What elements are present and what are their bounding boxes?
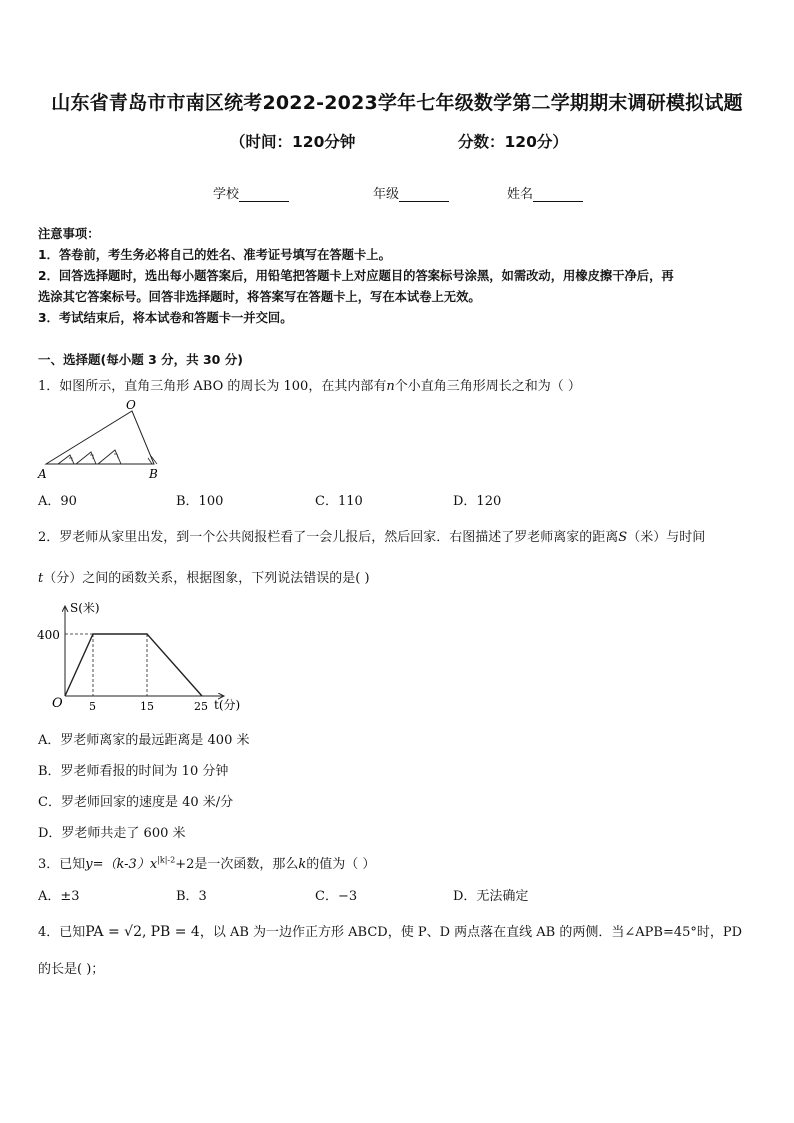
q2-var-t: t [38,571,44,586]
q3-exponent: |k|-2 [157,855,176,865]
question-4-stem-line1 [38,921,742,940]
q4-pa: PA = √2, [85,924,147,940]
q1-stem-b: 个小直角三角形周长之和为（ ） [394,379,581,394]
q2-text-c: （分）之间的函数关系，根据图象，下列说法错误的是( ) [43,571,370,586]
school-label: 学校 [213,187,240,202]
grade-label: 年级 [373,187,400,202]
x-tick-5: 5 [89,700,96,713]
grade-blank [399,189,449,202]
q1-label-b: B [149,467,158,481]
q2-option-d: D．罗老师共走了 600 米 [38,826,186,841]
q4-pb: PB = 4 [150,924,200,940]
notice-item: 3．考试结束后，将本试卷和答题卡一并交回。 [38,311,293,325]
origin-label: O [52,696,63,711]
q1-triangle-figure [36,398,166,482]
x-tick-25: 25 [194,700,208,713]
q1-var-n: n [386,379,395,394]
y-axis-label: S(米) [70,601,100,615]
q1-option-a: A．90 [38,494,77,509]
q3-var-k: k [298,857,307,872]
q3-stem-b: 是一次函数，那么 [194,857,299,872]
school-blank [239,189,289,202]
grade-field [373,183,449,202]
q2-text-b: （米）与时间 [627,530,706,545]
notice-item: 选涂其它答案标号。回答非选择题时，将答案写在答题卡上，写在本试卷上无效。 [38,290,481,304]
exam-time: （时间：120分钟 [230,133,356,151]
q1-option-b: B．100 [176,494,224,509]
x-tick-15: 15 [140,700,154,713]
exam-score: 分数：120分） [458,133,568,151]
question-1-stem [38,375,581,394]
q3-option-d: D．无法确定 [453,889,529,904]
q3-formula-tail: +2 [175,857,195,872]
q2-distance-time-graph [34,598,254,714]
section-heading: 一、选择题(每小题 3 分，共 30 分) [38,352,243,367]
q1-option-c: C．110 [315,494,363,509]
school-field [213,183,289,202]
q2-option-c: C．罗老师回家的速度是 40 米/分 [38,795,234,810]
q2-option-a: A．罗老师离家的最远距离是 400 米 [38,733,250,748]
name-label: 姓名 [507,187,534,202]
q3-option-a: A．±3 [38,889,80,904]
question-2-stem-line1 [38,526,705,545]
name-field [507,183,583,202]
q2-option-b: B．罗老师看报的时间为 10 分钟 [38,764,229,779]
q3-stem-a: 3．已知 [38,857,86,872]
q1-label-a: A [38,467,47,481]
notice-item: 2．回答选择题时，选出每小题答案后，用铅笔把答题卡上对应题目的答案标号涂黑，如需改动，用橡皮擦干净后，再 [38,269,674,283]
q2-text-a: 2．罗老师从家里出发，到一个公共阅报栏看了一会儿报后，然后回家．右图描述了罗老师离家的距离 [38,530,619,545]
y-tick-400: 400 [37,628,60,642]
q3-option-c: C．−3 [315,889,358,904]
q3-option-b: B．3 [176,889,207,904]
name-blank [533,189,583,202]
q3-stem-c: 的值为（ ） [306,857,376,872]
question-4-stem-line2: 的长是( )； [38,962,105,977]
question-3-stem [38,853,375,872]
q4-stem-a: 4．已知 [38,925,86,940]
q2-var-s: S [618,530,628,545]
page-title: 山东省青岛市市南区统考2022-2023学年七年级数学第二学期期末调研模拟试题 [51,92,743,114]
notice-heading: 注意事项： [38,227,100,241]
q1-stem-a: 1．如图所示，直角三角形 ABO 的周长为 100，在其内部有 [38,379,387,394]
q1-label-o: O [126,398,136,412]
q4-stem-b: ，以 AB 为一边作正方形 ABCD，使 P、D 两点落在直线 AB 的两侧．当∠APB=45°时，PD [199,925,743,940]
question-2-stem-line2 [38,567,370,586]
q1-option-d: D．120 [453,494,502,509]
notice-item: 1．答卷前，考生务必将自己的姓名、准考证号填写在答题卡上。 [38,248,391,262]
q3-formula: y=（k-3）x [85,857,158,872]
distance-line [65,634,202,696]
x-axis-label: t(分) [214,698,241,712]
